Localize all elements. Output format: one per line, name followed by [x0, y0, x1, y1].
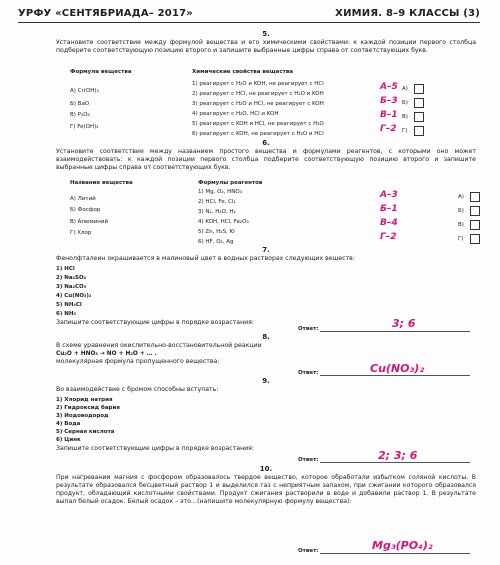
option-right: 4) реагирует с H₂O, HCl и KOH [192, 111, 279, 117]
question-number: 7. [262, 246, 270, 254]
list-item: 3) Na₂CO₃ [56, 284, 87, 290]
option-left: А) Литий [70, 196, 96, 202]
handwritten-answer: Г–2 [380, 232, 397, 242]
column-header: Формула вещества [70, 69, 132, 75]
handwritten-answer: 3; 6 [392, 317, 416, 330]
option-left: В) P₂O₃ [70, 112, 90, 118]
question-9 [56, 377, 476, 394]
question-text: Установите соответствие между названием простого вещества и формулами реагентов, с которыми оно может взаимодействовать: к каждой позиции первого столбца подберите соответствующую позицию второго и запишите выбранные цифры справа от соответствующих букв. [56, 148, 476, 171]
question-text: Установите соответствие между формулой вещества и его химическими свойствами: к каждой позиции первого столбца подберите соответствующую позицию второго и запишите выбранные цифры справа от соответствующих букв. [56, 39, 476, 54]
answer-box-label: В) [458, 222, 464, 228]
answer-box[interactable] [414, 84, 424, 94]
question-6 [56, 139, 476, 172]
handwritten-answer: Б–1 [380, 204, 398, 214]
question-7 [56, 246, 476, 263]
answer-label: Ответ: [298, 548, 319, 554]
answer-box-label: Б) [402, 100, 408, 106]
handwritten-answer: В–4 [380, 218, 398, 228]
list-item: 3) Иодоводород [56, 413, 109, 419]
handwritten-answer: 2; 3; 6 [378, 449, 418, 462]
option-right: 2) реагирует с HCl, не реагирует с H₂O и KOH [192, 91, 324, 97]
question-text: молекулярная формула пропущенного вещества: [56, 358, 220, 365]
question-number: 8. [262, 333, 270, 341]
question-5 [56, 30, 476, 55]
answer-line[interactable] [320, 331, 470, 332]
question-text: При нагревании магния с фосфором образовалось твердое вещество, которое обработали избытком соляной кислоты. В результате образовался бесцветный раствор 1 и выделился газ с неприятным запахом, при сжигании которого образовался продукт, обладающий кислотными свойствами. Продукт сжигания растворили в воде и добавили раствор 1. В результате выпал белый осадок. Белый осадок – это…(напишите молекулярную формулу вещества): [56, 474, 476, 505]
question-text: Во взаимодействие с бромом способны вступать: [56, 386, 219, 393]
answer-line[interactable] [320, 553, 470, 554]
answer-label: Ответ: [298, 370, 319, 376]
list-item: 1) Хлорид натрия [56, 397, 113, 403]
list-item: 5) NH₄Cl [56, 302, 82, 308]
answer-box[interactable] [470, 234, 480, 244]
instruction: Запишите соответствующие цифры в порядке возрастания: [56, 319, 254, 326]
list-item: 2) Na₂SO₄ [56, 275, 87, 281]
option-right: 4) KOH, HCl, Fe₂O₃ [198, 219, 249, 225]
handwritten-answer: В–1 [380, 110, 398, 120]
answer-box-label: Г) [458, 236, 464, 242]
answer-box[interactable] [470, 192, 480, 202]
column-header: Формулы реагентов [198, 180, 263, 186]
option-left: Б) BaO [70, 101, 90, 107]
answer-box[interactable] [414, 98, 424, 108]
option-left: Г) Fe(OH)₂ [70, 124, 99, 130]
option-right: 1) Mg, O₂, HNO₃ [198, 189, 242, 195]
option-right: 6) реагирует с KOH, не реагирует с H₂O и HCl [192, 131, 324, 137]
question-number: 5. [262, 30, 270, 38]
answer-line[interactable] [320, 462, 470, 463]
answer-box[interactable] [470, 220, 480, 230]
question-10 [56, 465, 476, 506]
answer-box-label: Б) [458, 208, 464, 214]
question-number: 6. [262, 139, 270, 147]
answer-label: Ответ: [298, 457, 319, 463]
list-item: 6) Цинк [56, 437, 81, 443]
question-number: 10. [259, 465, 273, 473]
column-header: Название вещества [70, 180, 133, 186]
list-item: 6) NH₃ [56, 311, 76, 317]
list-item: 4) Cu(NO₃)₂ [56, 293, 92, 299]
option-right: 6) HF, O₂, Ag [198, 239, 234, 245]
handwritten-answer: Б–3 [380, 96, 398, 106]
option-right: 2) HCl, Fe, Cl₂ [198, 199, 236, 205]
answer-line[interactable] [320, 375, 470, 376]
handwritten-answer: Mg₃(PO₄)₂ [372, 539, 433, 552]
answer-box-label: А) [458, 194, 464, 200]
option-left: В) Алюминий [70, 219, 109, 225]
column-header: Химические свойства вещества [192, 69, 294, 75]
question-number: 9. [262, 377, 270, 385]
answer-box[interactable] [414, 126, 424, 136]
handwritten-answer: Г–2 [380, 124, 397, 134]
answer-box[interactable] [414, 112, 424, 122]
list-item: 5) Серная кислота [56, 429, 115, 435]
answer-box-label: В) [402, 114, 408, 120]
option-left: Г) Хлор [70, 230, 92, 236]
instruction: Запишите соответствующие цифры в порядке возрастания: [56, 445, 254, 452]
header-rule [18, 22, 480, 23]
handwritten-answer: А–3 [380, 190, 398, 200]
handwritten-answer: Cu(NO₃)₂ [370, 362, 425, 375]
option-left: А) Cr(OH)₃ [70, 88, 99, 94]
option-right: 3) N₂, H₂O, H₂ [198, 209, 236, 215]
list-item: 2) Гидроксид бария [56, 405, 120, 411]
list-item: 4) Вода [56, 421, 81, 427]
option-right: 1) реагирует с H₂O и KOH, не реагирует с HCl [192, 81, 324, 87]
header-right: ХИМИЯ. 8–9 КЛАССЫ (3) [335, 8, 480, 19]
option-left: Б) Фосфор [70, 207, 101, 213]
answer-label: Ответ: [298, 326, 319, 332]
header-left: УРФУ «СЕНТЯБРИАДА– 2017» [18, 8, 193, 19]
handwritten-answer: А–5 [380, 82, 398, 92]
answer-box[interactable] [470, 206, 480, 216]
answer-box-label: Г) [402, 128, 408, 134]
option-right: 5) реагирует с KOH и HCl, не реагирует с H₂O [192, 121, 324, 127]
reaction-equation: Cu₂O + HNO₃ → NO + H₂O + … . [56, 351, 157, 357]
question-text: Фенолфталеин окрашивается в малиновый цвет в водных растворах следующих веществ: [56, 255, 355, 262]
question-text: В схеме уравнения окислительно-восстановительной реакции [56, 342, 262, 349]
list-item: 1) HCl [56, 266, 75, 272]
option-right: 3) реагирует с H₂O и HCl, не реагирует с KOH [192, 101, 324, 107]
option-right: 5) Zn, H₂S, KI [198, 229, 235, 235]
answer-box-label: А) [402, 86, 408, 92]
